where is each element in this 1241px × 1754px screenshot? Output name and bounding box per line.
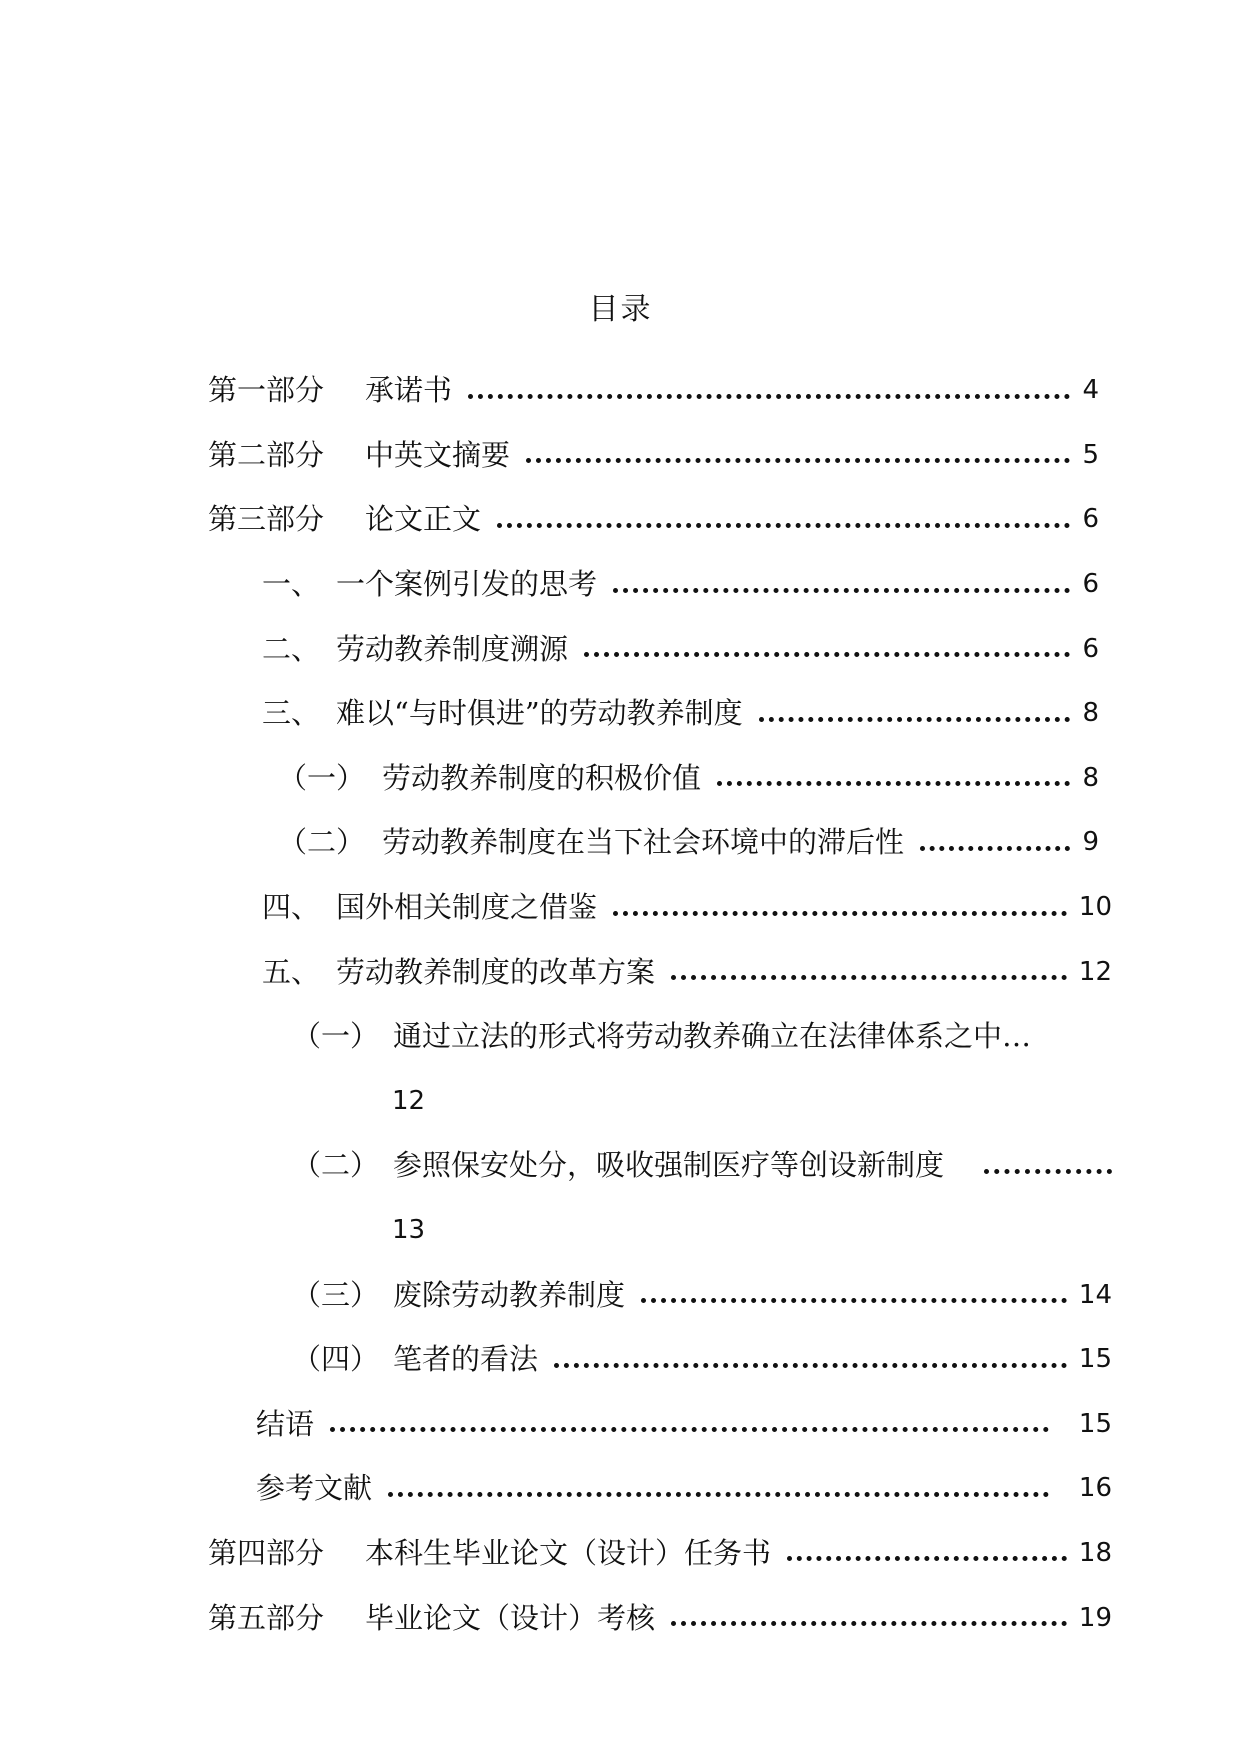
- dot-leader: [330, 1425, 1049, 1432]
- toc-entry-page: 5: [1082, 439, 1099, 470]
- toc-entry-number: 第二部分: [208, 437, 325, 472]
- toc-entry[interactable]: [0, 1521, 1241, 1586]
- toc-entry-number: （一）: [292, 1019, 380, 1054]
- dot-leader: [759, 715, 1071, 722]
- dot-leader: [584, 650, 1070, 657]
- toc-entry-label: 劳动教养制度的改革方案: [336, 954, 656, 989]
- toc-entry-label: 难以“与时俱进”的劳动教养制度: [336, 696, 743, 731]
- toc-entry[interactable]: [0, 616, 1241, 681]
- toc-entry[interactable]: [0, 875, 1241, 940]
- dot-leader: [613, 586, 1070, 593]
- toc-entry-continuation: [0, 1069, 1241, 1134]
- dot-leader: [613, 909, 1067, 916]
- toc-entry-page: 6: [1082, 504, 1099, 535]
- toc-entry-page: 13: [392, 1215, 426, 1246]
- toc-entry-page: 8: [1082, 762, 1099, 793]
- toc-entry-number: （四）: [292, 1342, 380, 1377]
- toc-entry-label: 一个案例引发的思考: [336, 567, 598, 602]
- toc-entry-label: 劳动教养制度溯源: [336, 631, 569, 666]
- dot-leader: [671, 973, 1067, 980]
- toc-entry-label: 废除劳动教养制度: [393, 1277, 626, 1312]
- dot-leader: [526, 456, 1070, 463]
- toc-entry-page: 19: [1078, 1602, 1112, 1633]
- toc-entry-page: 8: [1082, 698, 1099, 729]
- toc-entry[interactable]: [0, 358, 1241, 423]
- toc-entry-page: 9: [1082, 827, 1099, 858]
- toc-entry-number: （二）: [278, 825, 366, 860]
- dot-leader: [641, 1296, 1067, 1303]
- dot-leader: [497, 521, 1070, 528]
- toc-entry-page: 4: [1082, 375, 1099, 406]
- toc-entry-page: 12: [1078, 956, 1112, 987]
- toc-entry-continuation: [0, 1198, 1241, 1263]
- toc-entry[interactable]: [0, 939, 1241, 1004]
- toc-entry-label: 参照保安处分，吸收强制医疗等创设新制度: [393, 1148, 945, 1183]
- toc-entry[interactable]: [0, 1262, 1241, 1327]
- toc-entry[interactable]: [0, 423, 1241, 488]
- toc-entry-number: （一）: [278, 760, 366, 795]
- dot-leader: [920, 844, 1070, 851]
- toc-entry-page: 16: [1078, 1473, 1112, 1504]
- toc-title: 目录: [588, 292, 653, 327]
- toc-entry-number: 三、: [262, 696, 321, 731]
- toc-entry-label: 劳动教养制度在当下社会环境中的滞后性: [382, 825, 905, 860]
- toc-entry-label: 国外相关制度之借鉴: [336, 890, 598, 925]
- toc-entry-page: 15: [1078, 1408, 1112, 1439]
- toc-entry-number: 五、: [262, 954, 321, 989]
- toc-entry[interactable]: [0, 810, 1241, 875]
- toc-entry-label: 通过立法的形式将劳动教养确立在法律体系之中…: [393, 1019, 1032, 1054]
- toc-entry-page: 6: [1082, 569, 1099, 600]
- toc-entry[interactable]: [0, 681, 1241, 746]
- toc-entry-page: 18: [1078, 1537, 1112, 1568]
- toc-entry-page: 10: [1078, 892, 1112, 923]
- toc-entry-page: 12: [392, 1085, 426, 1116]
- toc-entry-label: 结语: [256, 1406, 315, 1441]
- toc-entry-label: 毕业论文（设计）考核: [365, 1600, 656, 1635]
- toc-entry-page: 6: [1082, 633, 1099, 664]
- dot-leader: [388, 1490, 1049, 1497]
- toc-entry-number: 四、: [262, 890, 321, 925]
- toc-entry[interactable]: [0, 746, 1241, 811]
- dot-leader: [787, 1554, 1067, 1561]
- toc-entry-label: 中英文摘要: [365, 437, 511, 472]
- toc-entry[interactable]: [0, 1327, 1241, 1392]
- dot-leader: [468, 392, 1070, 399]
- toc-entry-label: 参考文献: [256, 1471, 373, 1506]
- toc-entry-number: 一、: [262, 567, 321, 602]
- toc-entry-label: 劳动教养制度的积极价值: [382, 760, 702, 795]
- toc-entry-page: 14: [1078, 1279, 1112, 1310]
- toc-entry-number: 第一部分: [208, 373, 325, 408]
- toc-entry-number: 第三部分: [208, 502, 325, 537]
- toc-entry[interactable]: [0, 1585, 1241, 1650]
- toc-entry-number: （三）: [292, 1277, 380, 1312]
- toc-entry[interactable]: [0, 1004, 1241, 1069]
- toc-entry-number: 第五部分: [208, 1600, 325, 1635]
- toc-entry-page: 15: [1078, 1344, 1112, 1375]
- toc-entry[interactable]: [0, 1456, 1241, 1521]
- dot-leader: [554, 1361, 1067, 1368]
- table-of-contents: [0, 358, 1241, 1650]
- toc-entry-label: 论文正文: [365, 502, 482, 537]
- toc-entry-number: 二、: [262, 631, 321, 666]
- toc-entry-label: 承诺书: [365, 373, 453, 408]
- dot-leader: [717, 779, 1070, 786]
- toc-entry[interactable]: [0, 1392, 1241, 1457]
- toc-entry-number: 第四部分: [208, 1535, 325, 1570]
- toc-entry[interactable]: [0, 1133, 1241, 1198]
- dot-leader: [671, 1619, 1067, 1626]
- toc-entry[interactable]: [0, 487, 1241, 552]
- toc-entry[interactable]: [0, 552, 1241, 617]
- toc-entry-label: 本科生毕业论文（设计）任务书: [365, 1535, 772, 1570]
- dot-leader: [984, 1167, 1112, 1174]
- toc-entry-number: （二）: [292, 1148, 380, 1183]
- toc-entry-label: 笔者的看法: [393, 1342, 539, 1377]
